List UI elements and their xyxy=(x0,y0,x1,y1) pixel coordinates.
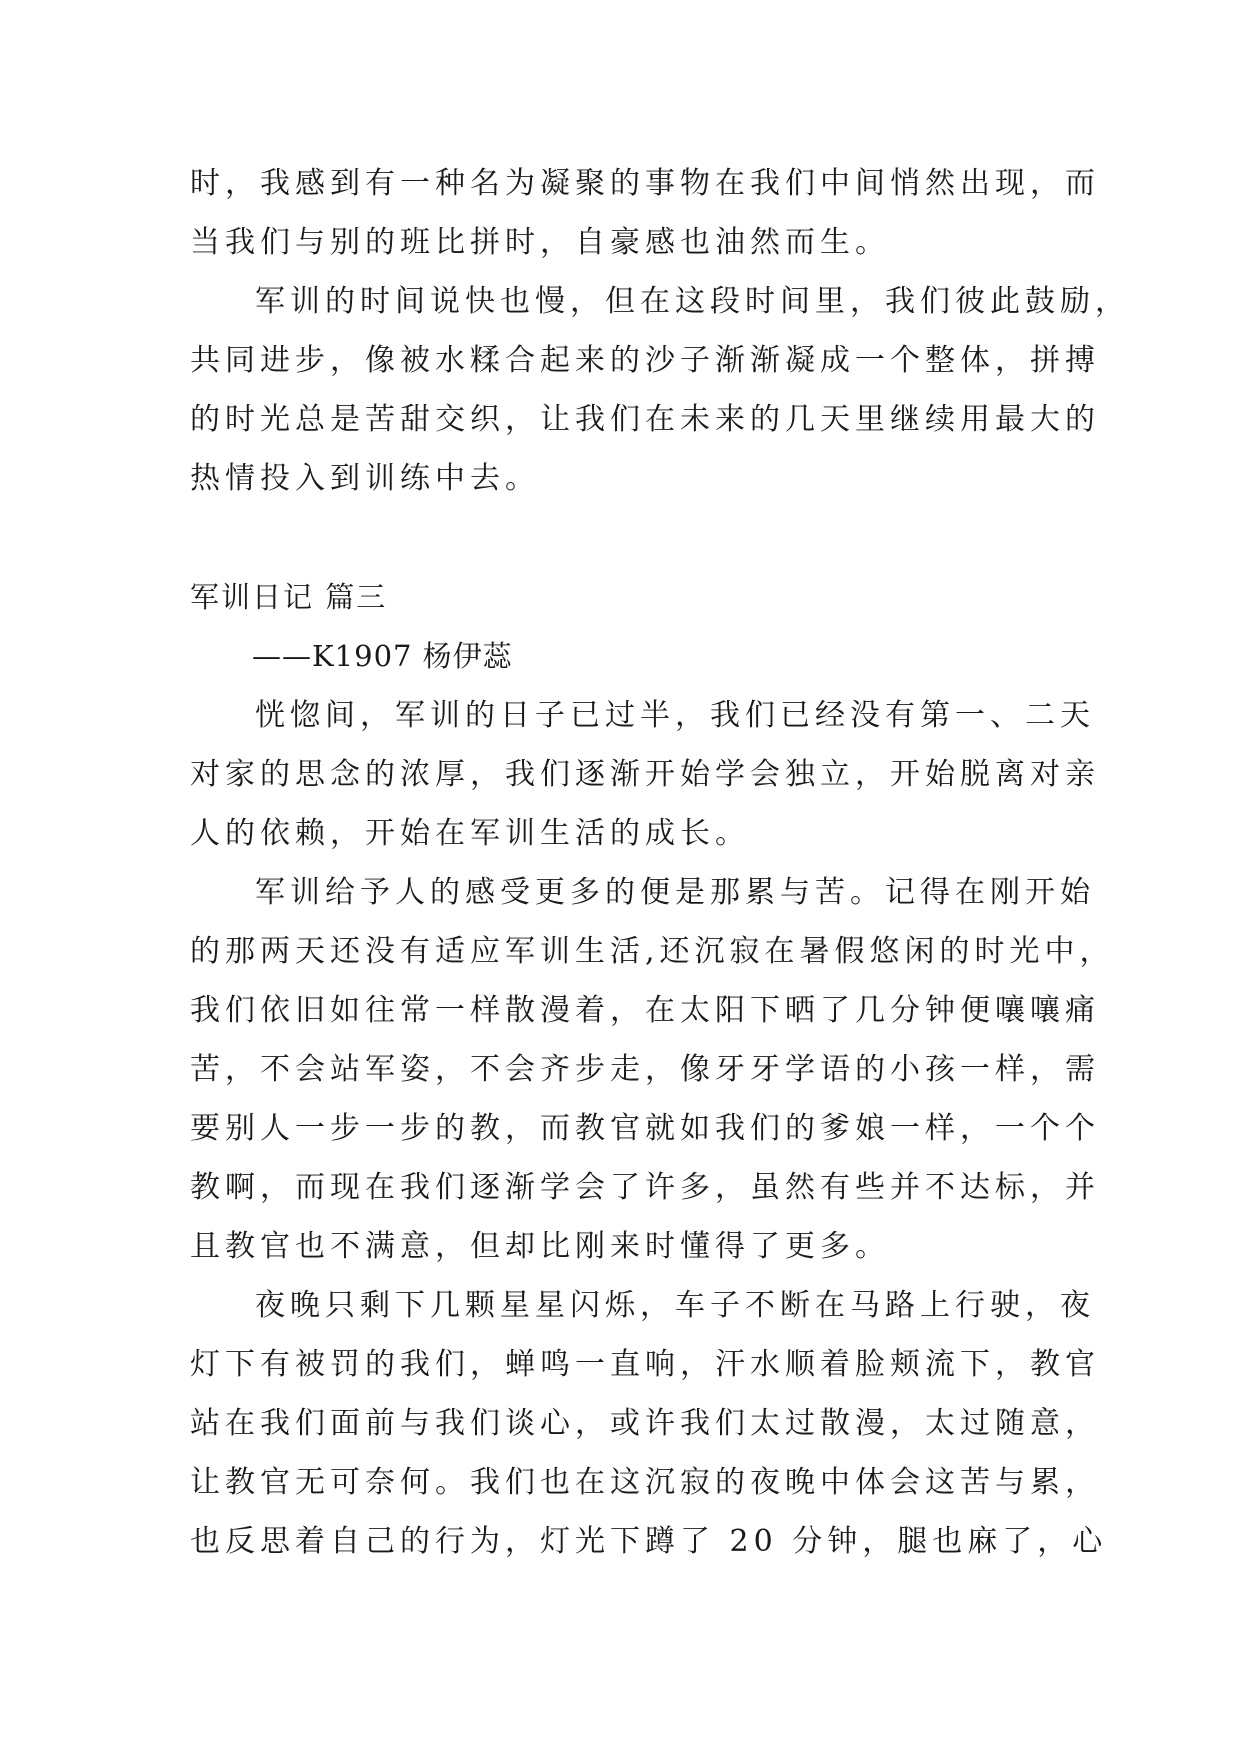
paragraph xyxy=(190,686,1100,863)
text-line: 时，我感到有一种名为凝聚的事物在我们中间悄然出现，而 xyxy=(190,166,1100,201)
document-body xyxy=(190,154,1130,1571)
text-line: 人的依赖，开始在军训生活的成长。 xyxy=(190,816,750,851)
paragraph-continuation xyxy=(190,154,1100,272)
text-line: 热情投入到训练中去。 xyxy=(190,461,540,496)
text-line: 共同进步，像被水糅合起来的沙子渐渐凝成一个整体，拼搏 xyxy=(190,343,1100,378)
text-line: 我们依旧如往常一样散漫着，在太阳下晒了几分钟便嚷嚷痛 xyxy=(190,993,1100,1028)
section-spacer xyxy=(190,508,1050,568)
text-line: 让教官无可奈何。我们也在这沉寂的夜晚中体会这苦与累， xyxy=(190,1465,1100,1500)
paragraph xyxy=(190,272,1130,508)
text-line: 站在我们面前与我们谈心，或许我们太过散漫，太过随意， xyxy=(190,1406,1100,1441)
text-line: 要别人一步一步的教，而教官就如我们的爹娘一样，一个个 xyxy=(190,1111,1100,1146)
text-line: 且教官也不满意，但却比刚来时懂得了更多。 xyxy=(190,1229,890,1264)
text-line: 军训给予人的感受更多的便是那累与苦。记得在刚开始 xyxy=(255,875,1095,910)
section-title: 军训日记 篇三 xyxy=(190,580,388,614)
text-line: 教啊，而现在我们逐渐学会了许多，虽然有些并不达标，并 xyxy=(190,1170,1100,1205)
text-line: 夜晚只剩下几颗星星闪烁，车子不断在马路上行驶，夜 xyxy=(255,1288,1095,1323)
text-line: 恍惚间，军训的日子已过半，我们已经没有第一、二天 xyxy=(255,698,1095,733)
text-line: 当我们与别的班比拼时，自豪感也油然而生。 xyxy=(190,225,890,260)
text-line: 也反思着自己的行为，灯光下蹲了 20 分钟，腿也麻了，心 xyxy=(190,1524,1108,1559)
text-line: 苦，不会站军姿，不会齐步走，像牙牙学语的小孩一样，需 xyxy=(190,1052,1100,1087)
text-line: 的那两天还没有适应军训生活,还沉寂在暑假悠闲的时光中， xyxy=(190,934,1115,969)
text-line: 的时光总是苦甜交织，让我们在未来的几天里继续用最大的 xyxy=(190,402,1100,437)
text-line: 军训的时间说快也慢，但在这段时间里，我们彼此鼓励， xyxy=(255,284,1130,319)
text-line: 对家的思念的浓厚，我们逐渐开始学会独立，开始脱离对亲 xyxy=(190,757,1100,792)
text-line: 灯下有被罚的我们，蝉鸣一直响，汗水顺着脸颊流下，教官 xyxy=(190,1347,1100,1382)
paragraph xyxy=(190,1276,1108,1571)
paragraph xyxy=(190,863,1115,1276)
author-byline: ——K1907 杨伊蕊 xyxy=(252,639,513,673)
